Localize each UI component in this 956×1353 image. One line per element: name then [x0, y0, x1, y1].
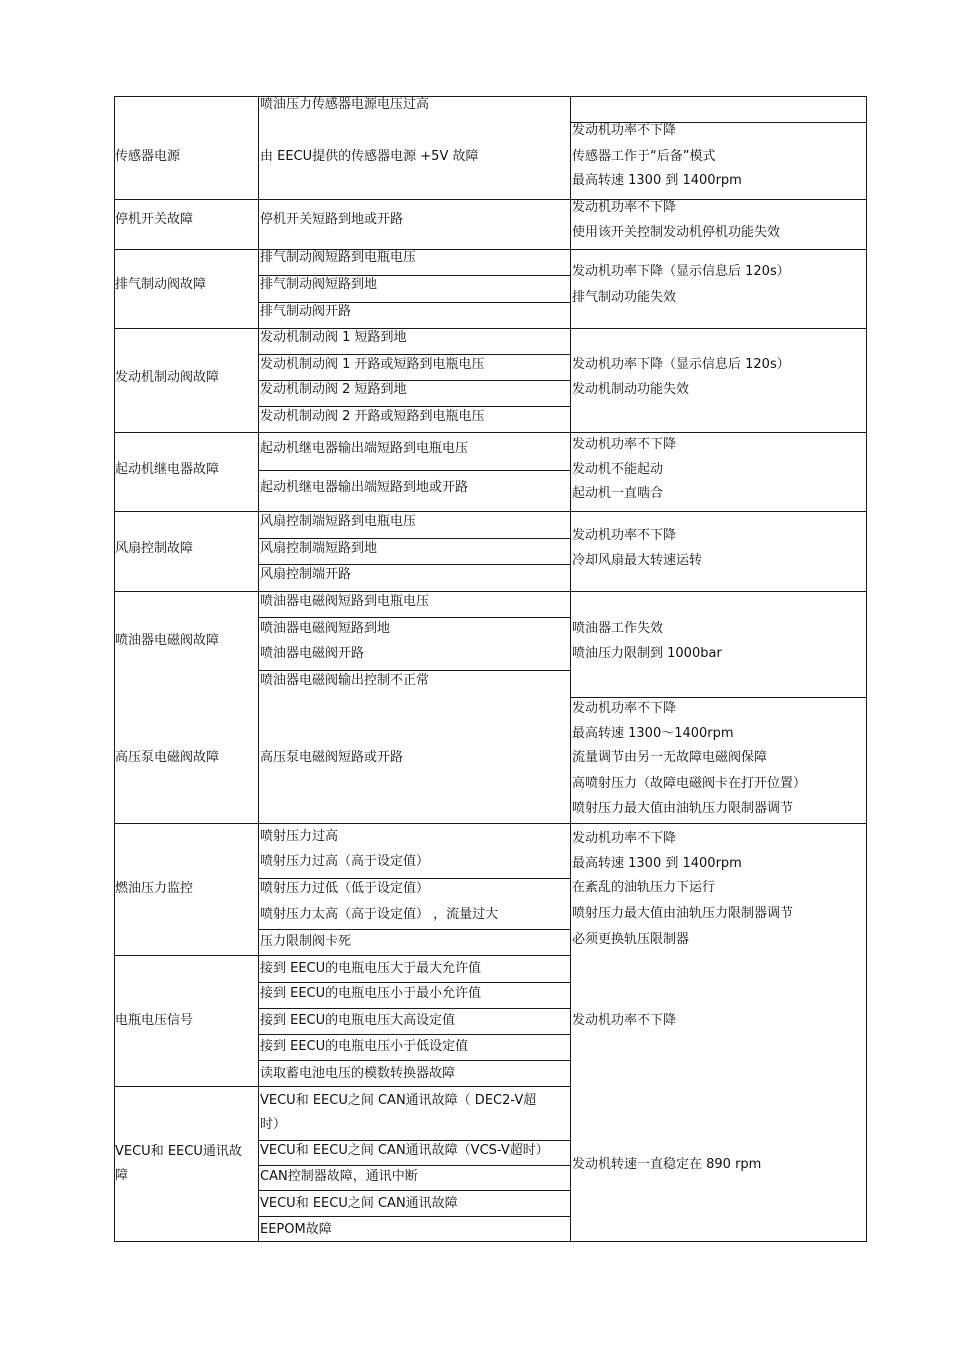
table-rule-horizontal — [114, 1241, 867, 1242]
category-exhaust-brake: 排气制动阀故障 — [115, 277, 207, 292]
table-rule-horizontal — [258, 617, 571, 618]
effect-line: 使用该开关控制发动机停机功能失效 — [572, 225, 781, 240]
fault-cell: 喷射压力过低（低于设定值） — [260, 881, 430, 896]
table-rule-horizontal — [570, 697, 867, 698]
fault-cell: EEPOM故障 — [260, 1222, 332, 1237]
table-rule-horizontal — [258, 1216, 571, 1217]
effect-line: 起动机一直啮合 — [572, 486, 664, 501]
fault-cell: 风扇控制端短路到地 — [260, 541, 378, 556]
effect-line: 发动机功率不下降 — [572, 437, 677, 452]
effect-line: 发动机制动功能失效 — [572, 382, 690, 397]
fault-cell: CAN控制器故障，通讯中断 — [260, 1169, 418, 1184]
table-rule-horizontal — [114, 511, 867, 512]
table-rule-horizontal — [258, 878, 571, 879]
effect-line: 传感器工作于“后备”模式 — [572, 149, 716, 164]
fault-cell: 接到 EECU的电瓶电压大高设定值 — [260, 1013, 456, 1028]
effect-line: 发动机功率不下降 — [572, 123, 677, 138]
table-rule-horizontal — [114, 432, 867, 433]
category-fuel-pressure: 燃油压力监控 — [115, 881, 194, 896]
fault-cell: 由 EECU提供的传感器电源 +5V 故障 — [260, 149, 479, 164]
table-rule-vertical — [258, 96, 259, 1242]
effect-line: 流量调节由另一无故障电磁阀保障 — [572, 750, 768, 765]
fault-cell: 喷射压力过高（高于设定值） — [260, 854, 430, 869]
table-rule-horizontal — [114, 199, 867, 200]
fault-cell: 读取蓄电池电压的模数转换器故障 — [260, 1066, 456, 1081]
effect-line: 最高转速 1300 到 1400rpm — [572, 173, 742, 188]
effect-line: 喷油压力限制到 1000bar — [572, 646, 722, 661]
fault-cell: 发动机制动阀 1 开路或短路到电瓶电压 — [260, 357, 485, 372]
fault-cell: 排气制动阀短路到电瓶电压 — [260, 250, 417, 265]
effect-line: 发动机转速一直稳定在 890 rpm — [572, 1157, 762, 1172]
table-rule-horizontal — [258, 1165, 571, 1166]
fault-cell: 喷油器电磁阀开路 — [260, 646, 365, 661]
effect-line: 发动机功率下降（显示信息后 120s） — [572, 357, 790, 372]
fault-cell: 接到 EECU的电瓶电压小于最小允许值 — [260, 986, 482, 1001]
effect-line: 最高转速 1300 到 1400rpm — [572, 856, 742, 871]
fault-cell: 风扇控制端短路到电瓶电压 — [260, 514, 417, 529]
category-starter-relay: 起动机继电器故障 — [115, 462, 220, 477]
fault-cell: 发动机制动阀 2 短路到地 — [260, 382, 407, 397]
fault-cell: 发动机制动阀 2 开路或短路到电瓶电压 — [260, 409, 485, 424]
fault-cell: 接到 EECU的电瓶电压小于低设定值 — [260, 1039, 469, 1054]
effect-line: 喷射压力最大值由油轨压力限制器调节 — [572, 801, 794, 816]
table-rule-horizontal — [258, 354, 571, 355]
fault-cell: 喷油器电磁阀输出控制不正常 — [260, 673, 430, 688]
effect-line: 发动机功率下降（显示信息后 120s） — [572, 264, 790, 279]
table-rule-horizontal — [258, 982, 571, 983]
effect-line: 冷却风扇最大转速运转 — [572, 553, 703, 568]
table-rule-horizontal — [114, 249, 867, 250]
table-rule-horizontal — [114, 1086, 571, 1087]
effect-line: 最高转速 1300～1400rpm — [572, 726, 734, 741]
category-fan-control: 风扇控制故障 — [115, 541, 194, 556]
table-rule-horizontal — [258, 1140, 571, 1141]
table-rule-horizontal — [114, 328, 867, 329]
fault-cell: 起动机继电器输出端短路到地或开路 — [260, 480, 469, 495]
effect-line: 喷油器工作失效 — [572, 621, 664, 636]
table-rule-horizontal — [114, 96, 867, 97]
effect-line: 排气制动功能失效 — [572, 290, 677, 305]
table-rule-horizontal — [258, 564, 571, 565]
fault-cell: 喷油器电磁阀短路到地 — [260, 621, 391, 636]
table-rule-horizontal — [258, 1190, 571, 1191]
table-rule-horizontal — [114, 591, 867, 592]
fault-cell-wrap: 时） — [260, 1117, 287, 1132]
effect-line: 发动机功率不下降 — [572, 200, 677, 215]
table-rule-vertical — [570, 96, 571, 1242]
fault-cell: 喷油压力传感器电源电压过高 — [260, 97, 430, 112]
category-sensor-power: 传感器电源 — [115, 149, 181, 164]
table-rule-vertical — [866, 96, 867, 1242]
effect-line: 在紊乱的油轨压力下运行 — [572, 880, 716, 895]
category-pump-valve: 高压泵电磁阀故障 — [115, 750, 220, 765]
fault-cell: VECU和 EECU之间 CAN通讯故障 — [260, 1196, 458, 1211]
category-engine-brake: 发动机制动阀故障 — [115, 370, 220, 385]
category-injector-valve: 喷油器电磁阀故障 — [115, 633, 220, 648]
effect-line: 发动机功率不下降 — [572, 831, 677, 846]
effect-line: 喷射压力最大值由油轨压力限制器调节 — [572, 906, 794, 921]
fault-cell: 发动机制动阀 1 短路到地 — [260, 330, 407, 345]
fault-cell: 停机开关短路到地或开路 — [260, 212, 404, 227]
fault-cell: VECU和 EECU之间 CAN通讯故障（ DEC2-V超 — [260, 1093, 537, 1108]
effect-line: 发动机功率不下降 — [572, 528, 677, 543]
table-rule-horizontal — [258, 670, 571, 671]
fault-cell: 喷油器电磁阀短路到电瓶电压 — [260, 594, 430, 609]
fault-cell: 压力限制阀卡死 — [260, 934, 352, 949]
fault-cell: 喷射压力过高 — [260, 829, 339, 844]
table-rule-horizontal — [258, 1034, 571, 1035]
fault-cell: 喷射压力太高（高于设定值） ，流量过大 — [260, 907, 499, 922]
fault-cell: 风扇控制端开路 — [260, 567, 352, 582]
category-can-comm-wrap: 障 — [115, 1168, 129, 1183]
table-rule-horizontal — [258, 1060, 571, 1061]
table-rule-horizontal — [258, 470, 571, 471]
effect-line: 发动机功率不下降 — [572, 701, 677, 716]
fault-cell: 起动机继电器输出端短路到电瓶电压 — [260, 441, 469, 456]
table-rule-horizontal — [258, 406, 571, 407]
table-rule-vertical — [114, 96, 115, 1242]
table-rule-horizontal — [114, 955, 571, 956]
fault-cell: 排气制动阀短路到地 — [260, 277, 378, 292]
table-rule-horizontal — [258, 1008, 571, 1009]
effect-line: 发动机功率不下降 — [572, 1013, 677, 1028]
effect-line: 高喷射压力（故障电磁阀卡在打开位置） — [572, 776, 807, 791]
effect-line: 发动机不能起动 — [572, 462, 664, 477]
category-battery-voltage: 电瓶电压信号 — [115, 1013, 194, 1028]
effect-line: 必须更换轨压限制器 — [572, 932, 690, 947]
category-can-comm: VECU和 EECU通讯故 — [115, 1144, 242, 1159]
table-rule-horizontal — [258, 929, 571, 930]
fault-cell: VECU和 EECU之间 CAN通讯故障（VCS-V超时） — [260, 1143, 549, 1158]
category-stop-switch: 停机开关故障 — [115, 212, 194, 227]
fault-cell: 接到 EECU的电瓶电压大于最大允许值 — [260, 961, 482, 976]
table-rule-horizontal — [114, 823, 867, 824]
fault-cell: 排气制动阀开路 — [260, 304, 352, 319]
table-rule-horizontal — [258, 538, 571, 539]
fault-cell: 高压泵电磁阀短路或开路 — [260, 750, 404, 765]
